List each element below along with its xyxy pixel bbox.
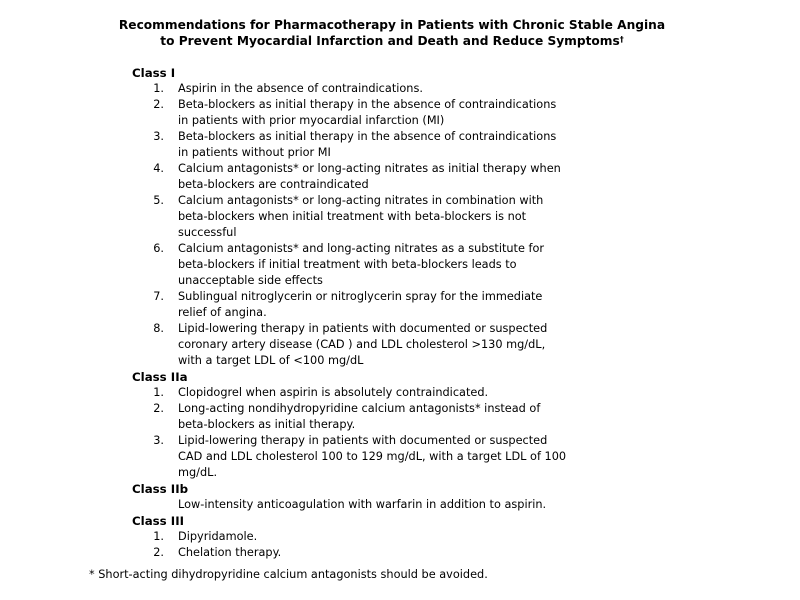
class-iii-items [132,529,692,561]
item-line: Calcium antagonists* and long-acting nitrates as a substitute for [178,242,545,255]
item-line: in patients without prior MI [178,146,331,159]
item-line: Beta-blockers as initial therapy in the absence of contraindications [178,130,557,143]
item-line: Calcium antagonists* or long-acting nitrates as initial therapy when [178,162,561,175]
item-line: beta-blockers when initial treatment with beta-blockers is not [178,210,527,223]
item-text: Clopidogrel when aspirin is absolutely contraindicated. [178,386,489,399]
class-heading: Class IIb [132,482,189,496]
item-number: 1. [153,82,164,95]
item-number: 3. [153,130,164,143]
item-number: 6. [153,242,164,255]
item-line: Beta-blockers as initial therapy in the absence of contraindications [178,98,557,111]
item-line: beta-blockers as initial therapy. [178,418,356,431]
class-heading: Class I [132,66,176,80]
list-item [132,289,692,321]
item-line: beta-blockers if initial treatment with beta-blockers leads to [178,258,517,271]
title-line-1: Recommendations for Pharmacotherapy in Patients with Chronic Stable Angina [118,18,666,32]
dagger-marker: † [619,35,624,44]
item-line: successful [178,226,237,239]
item-number: 3. [153,434,164,447]
item-number: 1. [153,386,164,399]
list-item [132,129,692,161]
list-item [132,433,692,481]
list-item [132,97,692,129]
item-text: Dipyridamole. [178,530,258,543]
item-number: 8. [153,322,164,335]
item-line: beta-blockers are contraindicated [178,178,369,191]
list-item [132,529,692,545]
list-item [132,193,692,241]
class-heading: Class III [132,514,184,528]
item-number: 4. [153,162,164,175]
footnote: * Short-acting dihydropyridine calcium antagonists should be avoided. [89,568,488,581]
item-text: Aspirin in the absence of contraindications. [178,82,423,95]
item-line: Lipid-lowering therapy in patients with documented or suspected [178,322,548,335]
class-i-items [132,81,692,369]
item-line: unacceptable side effects [178,274,323,287]
list-item [132,545,692,561]
list-item [132,385,692,401]
item-line: with a target LDL of <100 mg/dL [178,354,364,367]
item-line: mg/dL. [178,466,218,479]
item-line: CAD and LDL cholesterol 100 to 129 mg/dL, with a target LDL of 100 [178,450,567,463]
item-number: 1. [153,530,164,543]
list-item [132,241,692,289]
list-item [132,81,692,97]
item-number: 2. [153,98,164,111]
list-item [132,161,692,193]
list-item [132,321,692,369]
recommendations-list [132,65,692,561]
list-item [132,401,692,433]
class-iib-text: Low-intensity anticoagulation with warfarin in addition to aspirin. [178,498,547,511]
document-title [0,17,784,49]
item-line: Long-acting nondihydropyridine calcium antagonists* instead of [178,402,541,415]
title-line-2-text: to Prevent Myocardial Infarction and Death and Reduce Symptoms [160,34,620,48]
item-number: 5. [153,194,164,207]
item-line: Calcium antagonists* or long-acting nitrates in combination with [178,194,544,207]
item-line: Sublingual nitroglycerin or nitroglycerin spray for the immediate [178,290,543,303]
item-line: Lipid-lowering therapy in patients with documented or suspected [178,434,548,447]
class-heading: Class IIa [132,370,188,384]
title-line-2 [0,33,784,49]
item-line: relief of angina. [178,306,267,319]
item-number: 2. [153,402,164,415]
item-line: in patients with prior myocardial infarction (MI) [178,114,445,127]
class-iia-items [132,385,692,481]
item-text: Chelation therapy. [178,546,282,559]
item-line: coronary artery disease (CAD ) and LDL cholesterol >130 mg/dL, [178,338,546,351]
item-number: 7. [153,290,164,303]
item-number: 2. [153,546,164,559]
